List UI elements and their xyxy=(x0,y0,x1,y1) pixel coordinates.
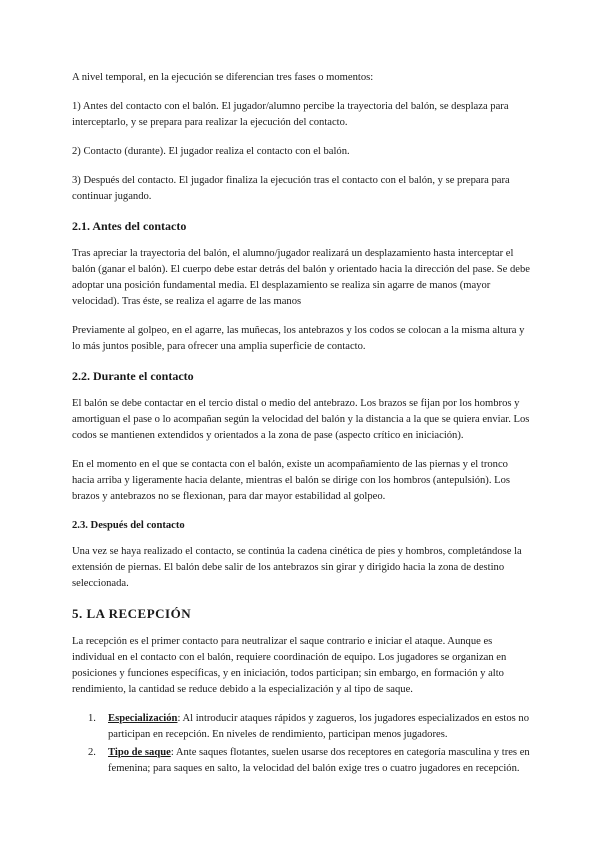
list-item-number: 2. xyxy=(88,747,96,758)
phase-before-paragraph: 1) Antes del contacto con el balón. El jugador/alumno percibe la trayectoria del balón, se desplaza para interceptarlo, y se prepara para realizar la ejecución del contacto. xyxy=(72,101,509,128)
section-5-paragraph-1: La recepción es el primer contacto para neutralizar el saque contrario e iniciar el ataque. Aunque es individual en el contacto con el balón, requiere coordinación de equipo. Los jugadores se organizan en posiciones y funciones específicas, y en iniciación, todos participan; sin embargo, en formación y alto rendimiento, la cantidad se reduce debido a la especialización y al tipo de saque. xyxy=(72,636,507,695)
section-2-1-paragraph-2: Previamente al golpeo, en el agarre, las muñecas, los antebrazos y los codos se colocan a la misma altura y lo más juntos posible, para ofrecer una amplia superficie de contacto. xyxy=(72,325,525,352)
list-item-text: : Al introducir ataques rápidos y zagueros, los jugadores especializados en estos no participan en recepción. En niveles de rendimiento, participan menos jugadores. xyxy=(108,713,530,740)
list-item-term: Especialización xyxy=(108,713,178,724)
section-2-2-paragraph-2: En el momento en el que se contacta con el balón, existe un acompañamiento de las piernas y el tronco hacia arriba y ligeramente hacia delante, mientras el balón se dirige con los hombros (antepulsión). Los brazos y antebrazos no se flexionan, para dar mayor estabilidad al golpeo. xyxy=(72,459,511,502)
list-item-term: Tipo de saque xyxy=(108,747,171,758)
reception-factors-list xyxy=(72,711,530,777)
section-2-3-paragraph-1: Una vez se haya realizado el contacto, se continúa la cadena cinética de pies y hombros, completándose la extensión de piernas. El balón debe salir de los antebrazos sin girar y dirigido hacia la zona de destino seleccionada. xyxy=(72,546,522,589)
intro-paragraph: A nivel temporal, en la ejecución se diferencian tres fases o momentos: xyxy=(72,72,374,83)
section-2-1-heading: 2.1. Antes del contacto xyxy=(72,219,187,233)
list-item-text: : Ante saques flotantes, suelen usarse dos receptores en categoría masculina y tres en femenina; para saques en salto, la velocidad del balón exige tres o cuatro jugadores en recepción. xyxy=(108,747,530,774)
list-item xyxy=(72,711,530,743)
phase-after-paragraph: 3) Después del contacto. El jugador finaliza la ejecución tras el contacto con el balón, y se prepara para continuar jugando. xyxy=(72,175,510,202)
section-2-2-heading: 2.2. Durante el contacto xyxy=(72,369,194,383)
section-2-1-paragraph-1: Tras apreciar la trayectoria del balón, el alumno/jugador realizará un desplazamiento hasta interceptar el balón (ganar el balón). El cuerpo debe estar detrás del balón y orientado hacia la dirección del pase. Se debe adoptar una posición fundamental media. El desplazamiento se realiza sin agarre de manos (mayor velocidad). Tras éste, se realiza el agarre de las manos xyxy=(72,248,530,307)
list-item xyxy=(72,745,530,777)
section-2-2-paragraph-1: El balón se debe contactar en el tercio distal o medio del antebrazo. Los brazos se fijan por los hombros y amortiguan el pase o lo acompañan según la velocidad del balón y la distancia a la que se quiera enviar. Los codos se mantienen extendidos y orientados a la zona de pase (aspecto crítico en iniciación). xyxy=(72,398,530,441)
section-2-3-heading: 2.3. Después del contacto xyxy=(72,520,185,531)
section-5-heading: 5. LA RECEPCIÓN xyxy=(72,606,192,621)
list-item-number: 1. xyxy=(88,713,96,724)
phase-contact-paragraph: 2) Contacto (durante). El jugador realiza el contacto con el balón. xyxy=(72,146,350,157)
